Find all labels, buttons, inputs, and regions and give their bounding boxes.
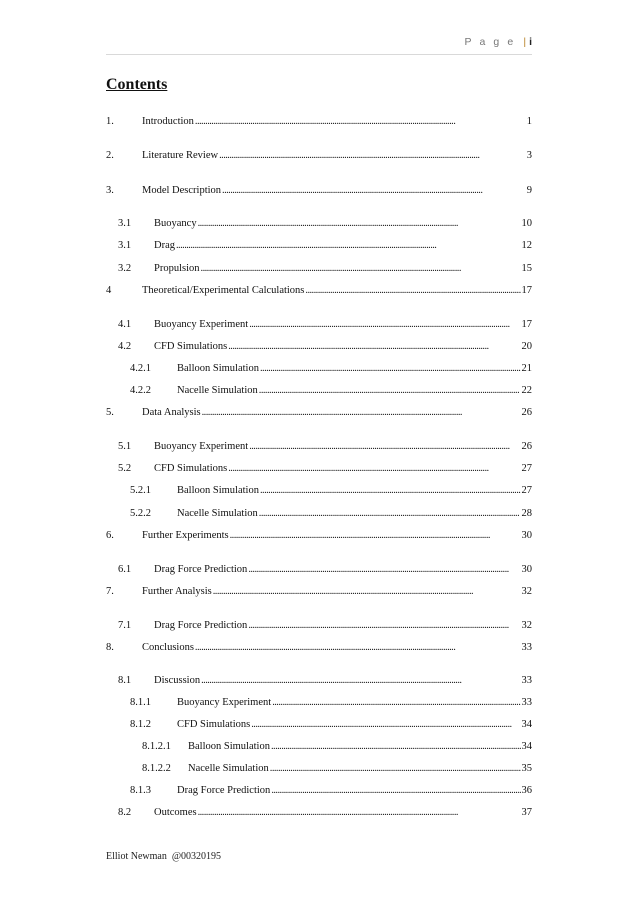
toc-entry[interactable] [130,718,532,732]
toc-title: Balloon Simulation [177,363,259,374]
toc-leader [248,563,520,577]
toc-title: Drag Force Prediction [177,785,271,796]
toc-number: 7.1 [118,620,132,631]
toc-leader [198,806,521,820]
toc-entry[interactable] [118,318,532,332]
toc-page-number: 34 [521,741,532,752]
toc-leader [259,507,521,521]
toc-entry[interactable] [118,563,532,577]
toc-number: 5. [106,407,114,418]
toc-number: 3.2 [118,263,132,274]
toc-title: Outcomes [154,807,197,818]
toc-leader [228,340,520,354]
toc-page-number: 30 [521,564,532,575]
toc-title: Data Analysis [142,407,201,418]
toc-title: CFD Simulations [154,341,228,352]
toc-number: 6.1 [118,564,132,575]
toc-page-number: 36 [521,785,532,796]
toc-entry[interactable] [106,406,532,420]
toc-number: 3. [106,185,114,196]
toc-page-number: 28 [521,508,532,519]
toc-title: Balloon Simulation [177,485,259,496]
toc-title: Propulsion [154,263,200,274]
toc-leader [271,784,520,798]
toc-title: Buoyancy Experiment [154,441,249,452]
page-indicator [465,36,532,48]
toc-leader [195,115,526,129]
toc-title: CFD Simulations [154,463,228,474]
toc-leader [249,318,520,332]
toc-leader [195,641,521,655]
toc-leader [201,262,521,276]
toc-number: 5.2.1 [130,485,151,496]
toc-number: 4.2 [118,341,132,352]
toc-title: Further Experiments [142,530,229,541]
toc-leader [251,718,520,732]
toc-entry[interactable] [118,440,532,454]
toc-entry[interactable] [106,641,532,655]
toc-number: 8.1.3 [130,785,151,796]
toc-leader [270,762,521,776]
toc-entry[interactable] [118,674,532,688]
toc-number: 5.2 [118,463,132,474]
toc-entry[interactable] [106,149,532,163]
toc-entry[interactable] [118,806,532,820]
toc-number: 4 [106,285,112,296]
toc-number: 8. [106,642,114,653]
toc-entry[interactable] [118,217,532,231]
toc-page-number: 26 [521,407,532,418]
toc-page-number: 15 [521,263,532,274]
toc-entry[interactable] [118,262,532,276]
toc-title: Theoretical/Experimental Calculations [142,285,305,296]
toc-leader [198,217,521,231]
toc-page-number: 34 [521,719,532,730]
toc-number: 6. [106,530,114,541]
toc-title: CFD Simulations [177,719,251,730]
toc-title: Further Analysis [142,586,212,597]
toc-number: 7. [106,586,114,597]
toc-entry[interactable] [142,762,532,776]
toc-page-number: 10 [521,218,532,229]
toc-entry[interactable] [130,784,532,798]
toc-page-number: 27 [521,463,532,474]
toc-page-number: 33 [521,675,532,686]
toc-leader [222,184,526,198]
toc-page-number: 33 [521,642,532,653]
page-separator: | [523,36,527,48]
toc-entry[interactable] [130,507,532,521]
toc-entry[interactable] [130,696,532,710]
toc-entry[interactable] [106,529,532,543]
toc-leader [272,696,520,710]
toc-title: Discussion [154,675,201,686]
toc-entry[interactable] [118,462,532,476]
toc-title: Conclusions [142,642,194,653]
toc-entry[interactable] [118,239,532,253]
page-footer: Elliot Newman @00320195 [106,851,222,862]
toc-title: Buoyancy Experiment [154,319,249,330]
toc-number: 5.1 [118,441,132,452]
toc-number: 4.2.1 [130,363,151,374]
toc-title: Buoyancy Experiment [177,697,272,708]
toc-leader [260,362,521,376]
toc-title: Balloon Simulation [188,741,270,752]
toc-leader [230,529,521,543]
toc-entry[interactable] [130,362,532,376]
toc-number: 8.1 [118,675,132,686]
toc-page-number: 27 [521,485,532,496]
toc-page-number: 37 [521,807,532,818]
toc-page-number: 22 [521,385,532,396]
toc-page-number: 12 [521,240,532,251]
toc-entry[interactable] [130,484,532,498]
toc-entry[interactable] [118,340,532,354]
toc-page-number: 21 [521,363,532,374]
toc-title: Model Description [142,185,222,196]
toc-entry[interactable] [130,384,532,398]
toc-page-number: 20 [521,341,532,352]
toc-leader [201,674,520,688]
toc-page-number: 30 [521,530,532,541]
toc-title: Buoyancy [154,218,197,229]
toc-page-number: 33 [521,697,532,708]
toc-number: 8.1.2.1 [142,741,171,752]
toc-entry[interactable] [106,115,532,129]
toc-leader [213,585,521,599]
toc-leader [260,484,521,498]
toc-entry[interactable] [106,585,532,599]
toc-leader [248,619,520,633]
toc-page-number: 32 [521,586,532,597]
page-number: i [529,36,532,48]
page-header [106,36,532,55]
toc-leader [228,462,520,476]
toc-entry[interactable] [118,619,532,633]
toc-number: 5.2.2 [130,508,151,519]
toc-number: 8.1.2 [130,719,151,730]
toc-page-number: 1 [526,116,532,127]
toc-page-number: 32 [521,620,532,631]
toc-number: 4.1 [118,319,132,330]
toc-title: Drag [154,240,175,251]
toc-entry[interactable] [106,184,532,198]
toc-number: 4.2.2 [130,385,151,396]
page-title: Contents [106,76,168,93]
toc-title: Introduction [142,116,194,127]
toc-number: 8.1.2.2 [142,763,171,774]
toc-number: 3.1 [118,240,132,251]
toc-title: Nacelle Simulation [177,508,258,519]
toc-title: Nacelle Simulation [177,385,258,396]
toc-entry[interactable] [106,284,532,298]
toc-page-number: 17 [521,319,532,330]
toc-entry[interactable] [142,740,532,754]
toc-title: Literature Review [142,150,219,161]
toc-leader [271,740,521,754]
toc-leader [305,284,520,298]
toc-page-number: 9 [526,185,532,196]
toc-page-number: 3 [526,150,532,161]
toc-page-number: 35 [521,763,532,774]
toc-page-number: 17 [521,285,532,296]
toc-leader [176,239,521,253]
toc-number: 8.2 [118,807,132,818]
toc-title: Drag Force Prediction [154,620,248,631]
toc-leader [219,149,526,163]
toc-page-number: 26 [521,441,532,452]
toc-number: 3.1 [118,218,132,229]
toc-leader [259,384,521,398]
toc-number: 2. [106,150,114,161]
toc-number: 1. [106,116,114,127]
toc-number: 8.1.1 [130,697,151,708]
page-word: P a g e [464,36,516,48]
toc-title: Nacelle Simulation [188,763,269,774]
toc-title: Drag Force Prediction [154,564,248,575]
toc-leader [202,406,521,420]
toc-leader [249,440,520,454]
